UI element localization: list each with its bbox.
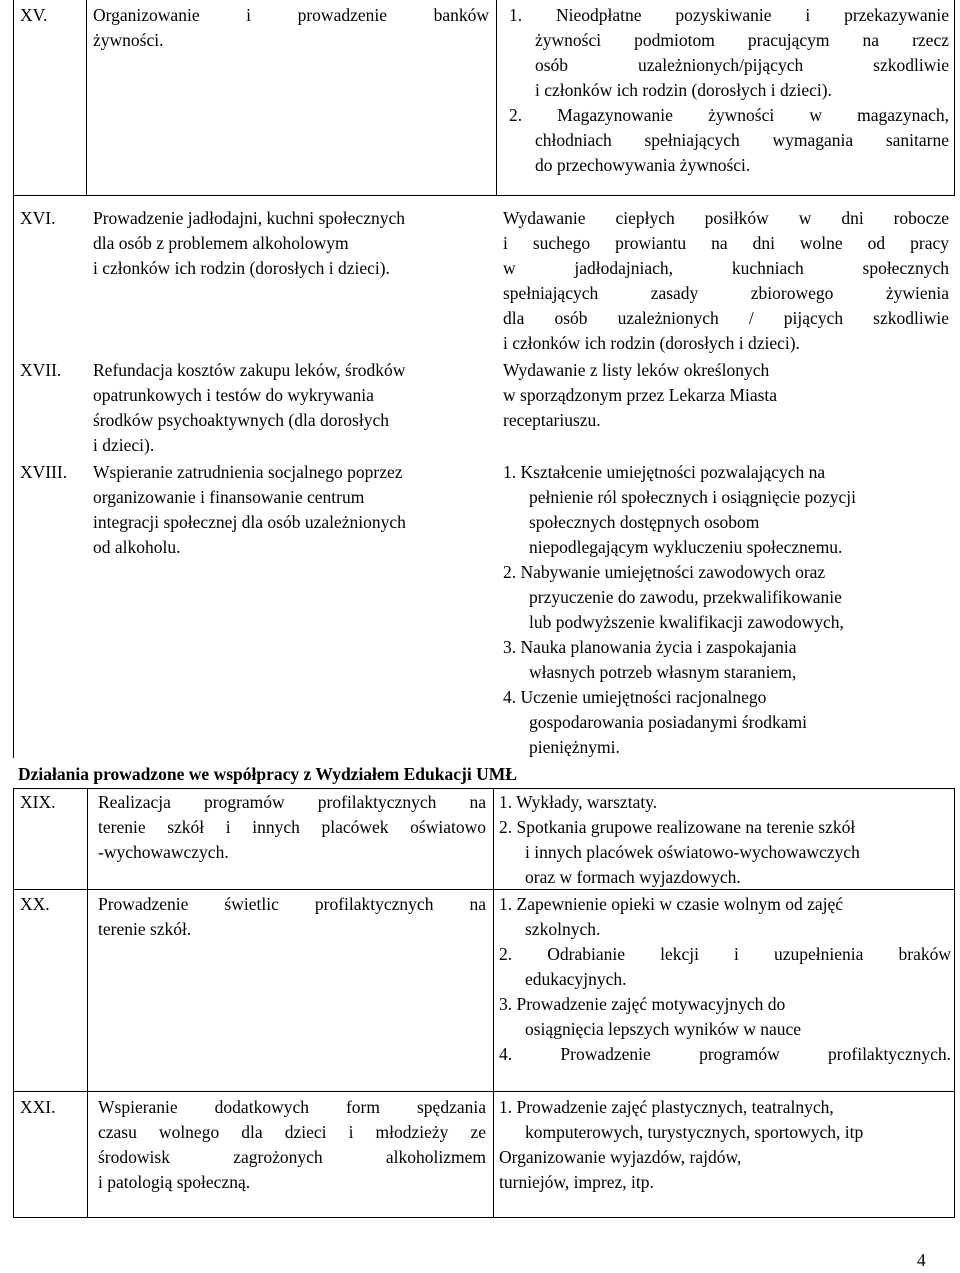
task-line: Prowadzenie świetlic profilaktycznych na bbox=[98, 894, 486, 914]
table-border-left-lower bbox=[13, 788, 14, 1218]
task-line: Organizowanie i prowadzenie banków bbox=[93, 5, 489, 25]
activity-line: Organizowanie wyjazdów, rajdów, bbox=[499, 1147, 742, 1167]
activity-line: osób uzależnionych/pijących szkodliwie bbox=[535, 55, 949, 75]
activity-line: komputerowych, turystycznych, sportowych, itp bbox=[525, 1122, 864, 1142]
task-line: Wspieranie dodatkowych form spędzania bbox=[98, 1097, 486, 1117]
task-line: od alkoholu. bbox=[93, 537, 181, 557]
row-number-xviii: XVIII. bbox=[20, 462, 68, 482]
table-border-right-lower bbox=[954, 788, 955, 1218]
activity-line: społecznych dostępnych osobom bbox=[529, 512, 760, 532]
activity-line: w sporządzonym przez Lekarza Miasta bbox=[503, 385, 778, 405]
activity-line: przyuczenie do zawodu, przekwalifikowanie bbox=[529, 587, 842, 607]
activity-line: 1. Prowadzenie zajęć plastycznych, teatralnych, bbox=[499, 1097, 834, 1117]
activity-line: 1. Zapewnienie opieki w czasie wolnym od zajęć bbox=[499, 894, 844, 914]
section-heading: Działania prowadzone we współpracy z Wydziałem Edukacji UMŁ bbox=[18, 764, 517, 784]
activity-line: 4. Prowadzenie programów profilaktycznych. bbox=[499, 1044, 951, 1064]
task-cell-xvii bbox=[93, 358, 489, 458]
activity-line: do przechowywania żywności. bbox=[535, 155, 751, 175]
task-line: Prowadzenie jadłodajni, kuchni społecznych bbox=[93, 208, 405, 228]
task-cell-xviii bbox=[93, 460, 489, 560]
activity-line: w jadłodajniach, kuchniach społecznych bbox=[503, 258, 949, 278]
activity-line: niepodlegającym wykluczeniu społecznemu. bbox=[529, 537, 843, 557]
row-number-xx: XX. bbox=[20, 894, 50, 914]
task-line: Refundacja kosztów zakupu leków, środków bbox=[93, 360, 406, 380]
page-number: 4 bbox=[917, 1250, 926, 1270]
task-cell-xx bbox=[98, 892, 486, 942]
activity-line: szkolnych. bbox=[525, 919, 601, 939]
row-number bbox=[20, 1095, 55, 1120]
activity-line: Wydawanie ciepłych posiłków w dni robocze bbox=[503, 208, 949, 228]
row-number-xvi: XVI. bbox=[20, 208, 56, 228]
activity-line: 1. Kształcenie umiejętności pozwalających na bbox=[503, 462, 826, 482]
activity-line: spełniających zasady zbiorowego żywienia bbox=[503, 283, 949, 303]
task-line: -wychowawczych. bbox=[98, 842, 229, 862]
activity-line: 2. Odrabianie lekcji i uzupełnienia braków bbox=[499, 944, 951, 964]
activity-line: 3. Nauka planowania życia i zaspokajania bbox=[503, 637, 797, 657]
activity-line: pełnienie ról społecznych i osiągnięcie pozycji bbox=[529, 487, 857, 507]
task-line: czasu wolnego dla dzieci i młodzieży ze bbox=[98, 1122, 486, 1142]
table-border-top bbox=[13, 0, 14, 758]
activity-line: lub podwyższenie kwalifikacji zawodowych, bbox=[529, 612, 844, 632]
activity-line: 1. Nieodpłatne pozyskiwanie i przekazywanie bbox=[509, 5, 949, 25]
activity-line: i innych placówek oświatowo-wychowawczych bbox=[525, 842, 860, 862]
activity-line: receptariuszu. bbox=[503, 410, 601, 430]
task-line: Realizacja programów profilaktycznych na bbox=[98, 792, 486, 812]
task-line: środków psychoaktywnych (dla dorosłych bbox=[93, 410, 389, 430]
activity-line: turniejów, imprez, itp. bbox=[499, 1172, 654, 1192]
activity-line: osiągnięcia lepszych wyników w nauce bbox=[525, 1019, 802, 1039]
task-line: dla osób z problemem alkoholowym bbox=[93, 233, 349, 253]
row-number bbox=[20, 206, 55, 231]
table-border-col1 bbox=[86, 0, 87, 195]
task-line: opatrunkowych i testów do wykrywania bbox=[93, 385, 374, 405]
table-border-top-lower bbox=[13, 788, 955, 789]
activity-line: 1. Wykłady, warsztaty. bbox=[499, 792, 658, 812]
row-number bbox=[20, 3, 47, 28]
activity-line: i członków ich rodzin (dorosłych i dzieci). bbox=[535, 80, 832, 100]
table-border-col2 bbox=[496, 0, 497, 195]
activity-line: 4. Uczenie umiejętności racjonalnego bbox=[503, 687, 767, 707]
activity-line: żywności podmiotom pracującym na rzecz bbox=[535, 30, 949, 50]
activity-line: 2. Nabywanie umiejętności zawodowych oraz bbox=[503, 562, 826, 582]
row-number bbox=[20, 358, 61, 383]
activity-line: 2. Spotkania grupowe realizowane na terenie szkół bbox=[499, 817, 856, 837]
activity-line: i członków ich rodzin (dorosłych i dzieci). bbox=[503, 333, 800, 353]
activity-line: chłodniach spełniających wymagania sanitarne bbox=[535, 130, 949, 150]
task-cell-xix bbox=[98, 790, 486, 865]
activities-cell-xix bbox=[499, 790, 951, 890]
task-line: Wspieranie zatrudnienia socjalnego poprzez bbox=[93, 462, 403, 482]
activity-line: własnych potrzeb własnym staraniem, bbox=[529, 662, 797, 682]
task-line: terenie szkół. bbox=[98, 919, 192, 939]
table-border-hline-xx bbox=[13, 1091, 955, 1092]
activities-cell-xvi bbox=[503, 206, 949, 356]
task-line: i patologią społeczną. bbox=[98, 1172, 251, 1192]
row-number bbox=[20, 790, 55, 815]
row-number-xix: XIX. bbox=[20, 792, 56, 812]
activity-line: i suchego prowiantu na dni wolne od pracy bbox=[503, 233, 949, 253]
activities-cell-xxi bbox=[499, 1095, 951, 1195]
table-border-col2-lower bbox=[493, 788, 494, 1218]
task-cell-xv bbox=[93, 3, 489, 53]
task-line: środowisk zagrożonych alkoholizmem bbox=[98, 1147, 486, 1167]
task-cell-xvi bbox=[93, 206, 489, 281]
table-border-hline-xv bbox=[13, 195, 955, 196]
row-number-xv: XV. bbox=[20, 5, 48, 25]
task-line: i dzieci). bbox=[93, 435, 155, 455]
activities-cell-xx bbox=[499, 892, 951, 1067]
task-line: żywności. bbox=[93, 30, 164, 50]
task-line: integracji społecznej dla osób uzależnionych bbox=[93, 512, 406, 532]
activity-line: pieniężnymi. bbox=[529, 737, 620, 757]
activity-line: edukacyjnych. bbox=[525, 969, 627, 989]
task-line: terenie szkół i innych placówek oświatowo bbox=[98, 817, 486, 837]
activity-line: 3. Prowadzenie zajęć motywacyjnych do bbox=[499, 994, 786, 1014]
activity-line: Wydawanie z listy leków określonych bbox=[503, 360, 770, 380]
table-border-bottom-lower bbox=[13, 1217, 955, 1218]
activity-line: oraz w formach wyjazdowych. bbox=[525, 867, 741, 887]
table-border-col1-lower bbox=[87, 788, 88, 1218]
activities-cell-xviii bbox=[503, 460, 949, 760]
activities-cell-xv bbox=[509, 3, 949, 178]
activities-cell-xvii bbox=[503, 358, 949, 433]
activity-line: 2. Magazynowanie żywności w magazynach, bbox=[509, 105, 949, 125]
activity-line: gospodarowania posiadanymi środkami bbox=[529, 712, 808, 732]
task-line: i członków ich rodzin (dorosłych i dzieci). bbox=[93, 258, 390, 278]
task-cell-xxi bbox=[98, 1095, 486, 1195]
task-line: organizowanie i finansowanie centrum bbox=[93, 487, 365, 507]
table-border-right bbox=[954, 0, 955, 195]
row-number-xxi: XXI. bbox=[20, 1097, 56, 1117]
activity-line: dla osób uzależnionych / pijących szkodliwie bbox=[503, 308, 949, 328]
row-number-xvii: XVII. bbox=[20, 360, 62, 380]
row-number bbox=[20, 892, 50, 917]
row-number bbox=[20, 460, 67, 485]
